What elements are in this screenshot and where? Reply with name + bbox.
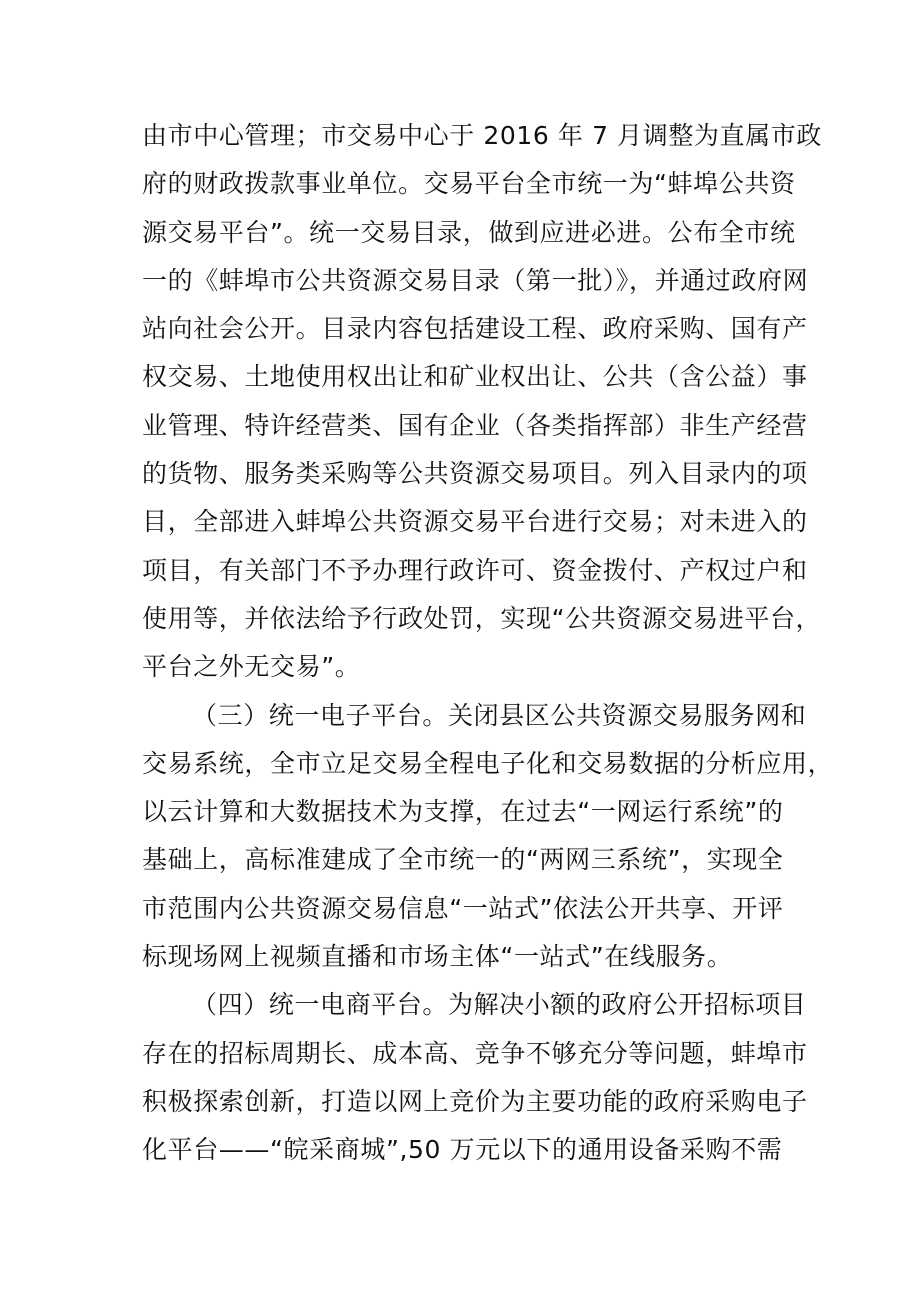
- text-line-4: 一的《蚌埠市公共资源交易目录（第一批）》，并通过政府网: [142, 265, 809, 295]
- paragraph-4-line-1: （四）统一电商平台。为解决小额的政府公开招标项目: [192, 990, 807, 1020]
- paragraph-3-line-6: 标现场网上视频直播和市场主体“一站式”在线服务。: [142, 942, 733, 972]
- text-line-3: 源交易平台”。统一交易目录，做到应进必进。公布全市统: [142, 217, 796, 247]
- document-body: [142, 112, 834, 1175]
- paragraph-4-line-3: 积极探索创新，打造以网上竞价为主要功能的政府采购电子: [142, 1086, 808, 1116]
- text-line-11: 使用等，并依法给予行政处罚，实现“公共资源交易进平台，: [142, 603, 822, 633]
- text-line-1: 由市中心管理；市交易中心于 2016 年 7 月调整为直属市政: [142, 121, 822, 150]
- text-line-5: 站向社会公开。目录内容包括建设工程、政府采购、国有产: [142, 314, 808, 344]
- text-line-6: 权交易、土地使用权出让和矿业权出让、公共（含公益）事: [142, 362, 808, 392]
- text-line-2: 府的财政拨款事业单位。交易平台全市统一为“蚌埠公共资: [142, 169, 796, 199]
- paragraph-3-line-1: （三）统一电子平台。关闭县区公共资源交易服务网和: [192, 700, 807, 730]
- paragraph-3-line-4: 基础上，高标准建成了全市统一的“两网三系统”，实现全: [142, 845, 784, 875]
- text-line-10: 项目，有关部门不予办理行政许可、资金拨付、产权过户和: [142, 555, 808, 585]
- text-line-12: 平台之外无交易”。: [142, 652, 361, 682]
- paragraph-3-line-2: 交易系统，全市立足交易全程电子化和交易数据的分析应用，: [142, 748, 834, 778]
- paragraph-3-line-3: 以云计算和大数据技术为支撑，在过去“一网运行系统”的: [142, 797, 784, 827]
- paragraph-4-line-2: 存在的招标周期长、成本高、竞争不够充分等问题，蚌埠市: [142, 1038, 808, 1068]
- paragraph-3-line-5: 市范围内公共资源交易信息“一站式”依法公开共享、开评: [142, 893, 784, 923]
- text-line-7: 业管理、特许经营类、国有企业（各类指挥部）非生产经营: [142, 410, 808, 440]
- text-line-9: 目，全部进入蚌埠公共资源交易平台进行交易；对未进入的: [142, 507, 808, 537]
- paragraph-4-line-4: 化平台——“皖采商城”,50 万元以下的通用设备采购不需: [142, 1135, 783, 1165]
- text-line-8: 的货物、服务类采购等公共资源交易项目。列入目录内的项: [142, 459, 808, 489]
